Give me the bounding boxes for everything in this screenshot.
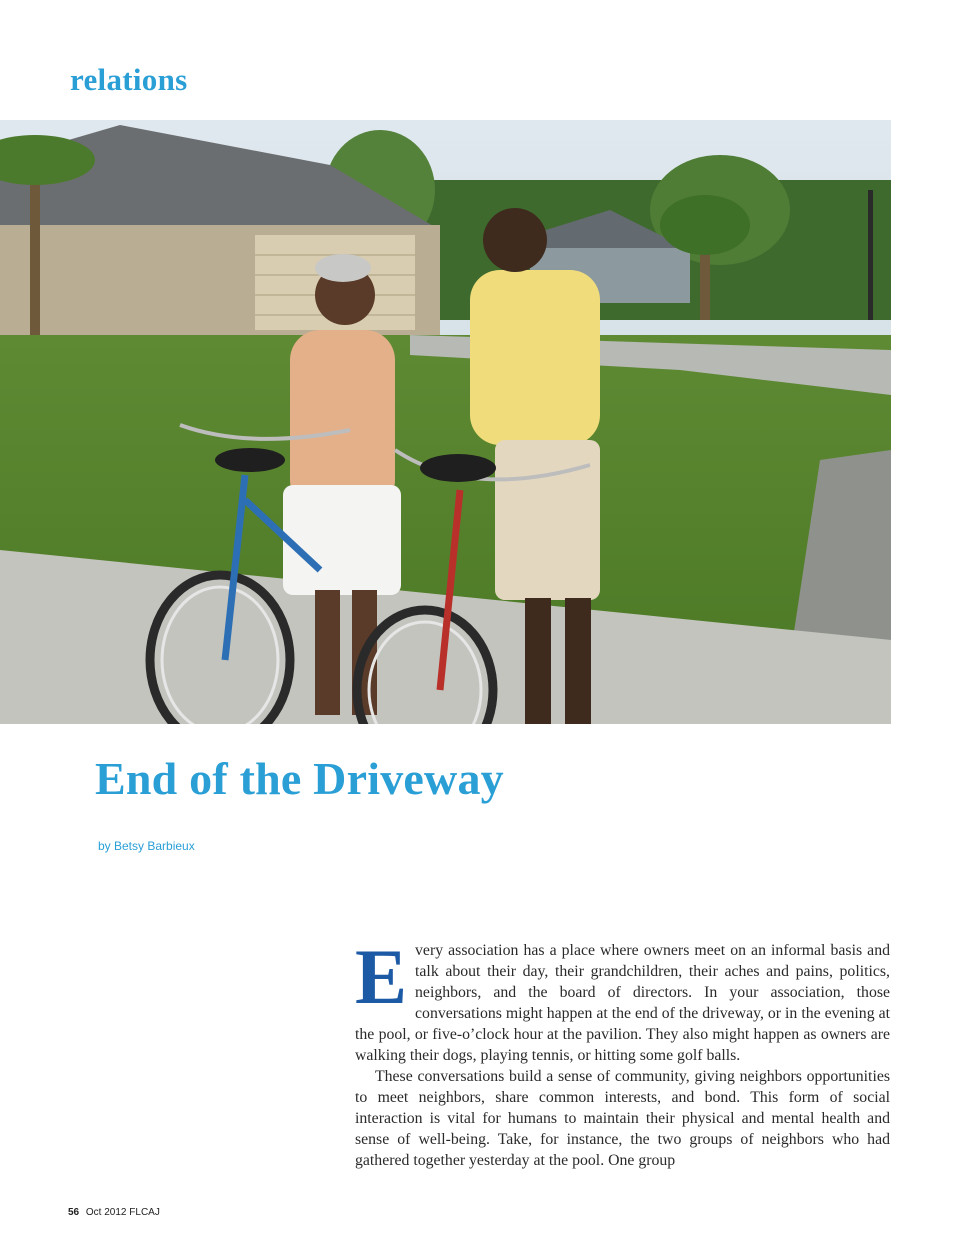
paragraph-text: very association has a place where owners meet on an informal basis and talk about their day, their grandchildren, their aches and pains, politics, neighbors, and the board of directors. In your association, those conversations might happen at the end of the driveway, or in the evening at the pool, or five-o’clock hour at the pavilion. They also might happen as owners are walking their dogs, playing tennis, or hitting some golf balls. xyxy=(355,942,890,1064)
drop-cap: E xyxy=(355,933,408,1020)
issue-date: Oct 2012 xyxy=(85,1207,127,1218)
byline: by Betsy Barbieux xyxy=(98,839,195,853)
article-body xyxy=(355,933,890,1171)
section-label: relations xyxy=(70,62,188,97)
article-title: End of the Driveway xyxy=(95,753,504,804)
page-footer xyxy=(68,1207,160,1218)
couple-with-bicycles-photo xyxy=(0,120,891,724)
publication-name: FLCAJ xyxy=(129,1207,160,1218)
page-number: 56 xyxy=(68,1207,80,1218)
article-paragraph xyxy=(355,933,890,1066)
article-paragraph: These conversations build a sense of community, giving neighbors opportunities to meet neighbors, share common interests, and bond. This form of social interaction is vital for humans to maintain their physical and mental health and sense of well-being. Take, for instance, the two groups of neighbors who had gathered together yesterday at the pool. One group xyxy=(355,1068,890,1169)
